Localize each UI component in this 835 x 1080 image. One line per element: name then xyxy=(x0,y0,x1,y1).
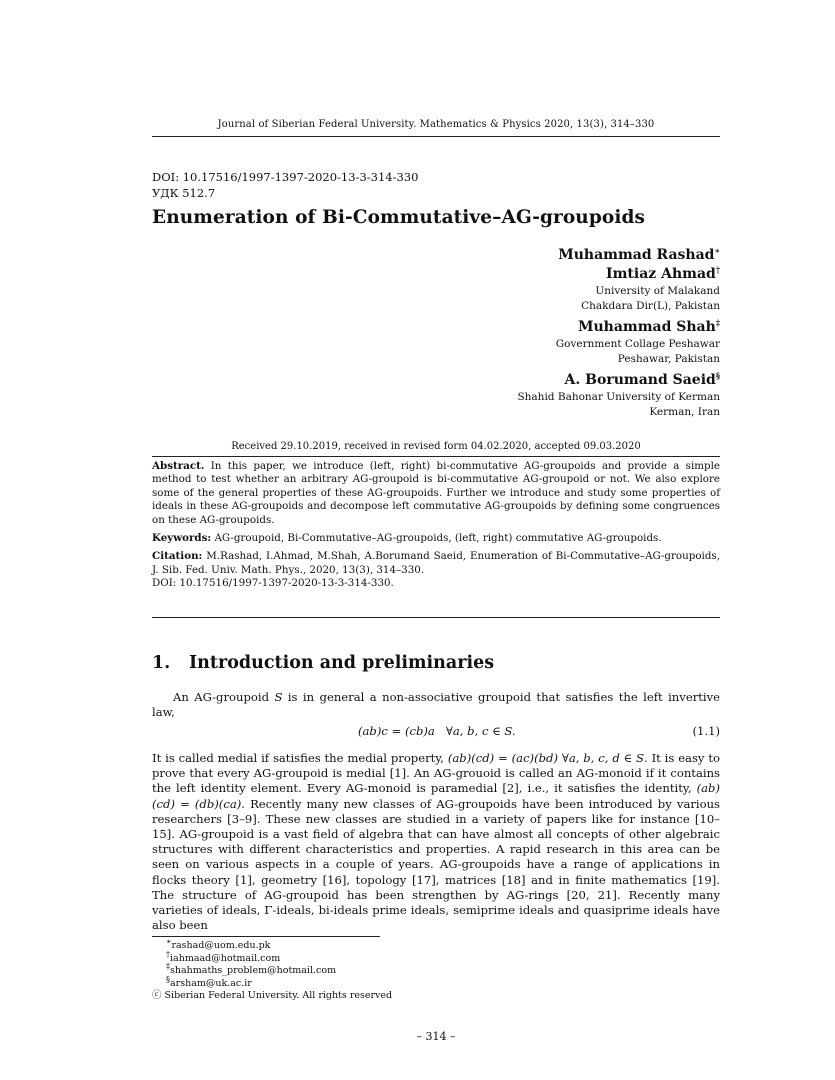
abstract-block xyxy=(152,460,720,591)
affiliation-line: Government Collage Peshawar xyxy=(555,338,720,350)
affiliation-line: Peshawar, Pakistan xyxy=(617,353,720,365)
footnote-rule xyxy=(152,936,380,937)
author-block xyxy=(320,246,720,420)
citation-paragraph: Citation: M.Rashad, I.Ahmad, M.Shah, A.Borumand Saeid, Enumeration of Bi-Commutative–AG-groupoids, J. Sib. Fed. Univ. Math. Phys., 2020, 13(3), 314–330. DOI: 10.17516/1997-1397-2020-13-3-314-330. xyxy=(152,550,720,590)
section-heading xyxy=(152,653,494,673)
received-dates: Received 29.10.2019, received in revised form 04.02.2020, accepted 09.03.2020 xyxy=(231,441,641,452)
paragraph-1: An AG-groupoid S is in general a non-associative groupoid that satisfies the left invertive law, xyxy=(152,690,721,720)
author-name: Muhammad Rashad∗ xyxy=(558,245,720,263)
footnotes xyxy=(152,936,393,1003)
footnote: §arsham@uk.ac.ir xyxy=(166,974,252,989)
udk: УДК 512.7 xyxy=(152,186,216,200)
doi: DOI: 10.17516/1997-1397-2020-13-3-314-330 xyxy=(152,170,419,184)
abstract-bottom-rule xyxy=(152,617,720,618)
paper-title: Enumeration of Bi-Commutative–AG-groupoids xyxy=(152,207,646,228)
equation-math: (ab)c = (cb)a ∀a, b, c ∈ S. xyxy=(358,724,516,738)
keywords-paragraph: Keywords: AG-groupoid, Bi-Commutative–AG-groupoids, (left, right) commutative AG-groupoids. xyxy=(152,532,662,545)
author-name: A. Borumand Saeid§ xyxy=(564,370,720,388)
author-name: Muhammad Shah‡ xyxy=(577,317,720,335)
section-number: 1. xyxy=(152,653,171,673)
header-rule xyxy=(152,136,720,137)
abstract-paragraph: Abstract. In this paper, we introduce (left, right) bi-commutative AG-groupoids and provide a simple method to test whether an arbitrary AG-groupoid is bi-commutative AG-groupoid or not. We also explore some of the general properties of these AG-groupoids. Further we introduce and study some properties of ideals in these AG-groupoids and decompose left commutative AG-groupoids by defining some congruences on these AG-groupoids. xyxy=(152,460,720,526)
page-number: – 314 – xyxy=(416,1030,456,1043)
paragraph-2: It is called medial if satisfies the medial property, (ab)(cd) = (ac)(bd) ∀a, b, c, d ∈ S. It is easy to prove that every AG-groupoid is medial [1]. An AG-grouoid is called an AG-monoid if it contains the left identity element. Every AG-monoid is paramedial [2], i.e., it satisfies the identity, (ab)(cd) = (db)(ca). Recently many new classes of AG-groupoids have been introduced by various researchers [3–9]. These new classes are studied in a variety of papers like for instance [10–15]. AG-groupoid is a vast field of algebra that can have almost all concepts of other algebraic structures with different characteristics and properties. A rapid research in this area can be seen on various aspects in a couple of years. AG-groupoids have a range of applications in flocks theory [1], geometry [16], topology [17], matrices [18] and in finite mathematics [19]. The structure of AG-groupoid has been strengthen by AG-rings [20, 21]. Recently many varieties of ideals, Γ-ideals, bi-ideals prime ideals, semiprime ideals and quasiprime ideals have also been xyxy=(152,751,721,933)
journal-header: Journal of Siberian Federal University. Mathematics & Physics 2020, 13(3), 314–330 xyxy=(217,119,655,130)
affiliation-line: University of Malakand xyxy=(595,285,720,297)
section-title: Introduction and preliminaries xyxy=(189,653,495,673)
footnote: ∗rashad@uom.edu.pk xyxy=(166,936,271,951)
affiliation-line: Kerman, Iran xyxy=(649,406,720,418)
affiliation-line: Shahid Bahonar University of Kerman xyxy=(517,391,720,403)
affiliation-line: Chakdara Dir(L), Pakistan xyxy=(581,300,720,312)
equation-number: (1.1) xyxy=(692,724,720,738)
footnote: †iahmaad@hotmail.com xyxy=(166,949,281,964)
footnote: ‡shahmaths_problem@hotmail.com xyxy=(166,962,337,977)
author-name: Imtiaz Ahmad† xyxy=(606,264,720,282)
copyright-line: ⓒ Siberian Federal University. All rights reserved xyxy=(152,990,393,1002)
abstract-top-rule xyxy=(152,456,720,457)
